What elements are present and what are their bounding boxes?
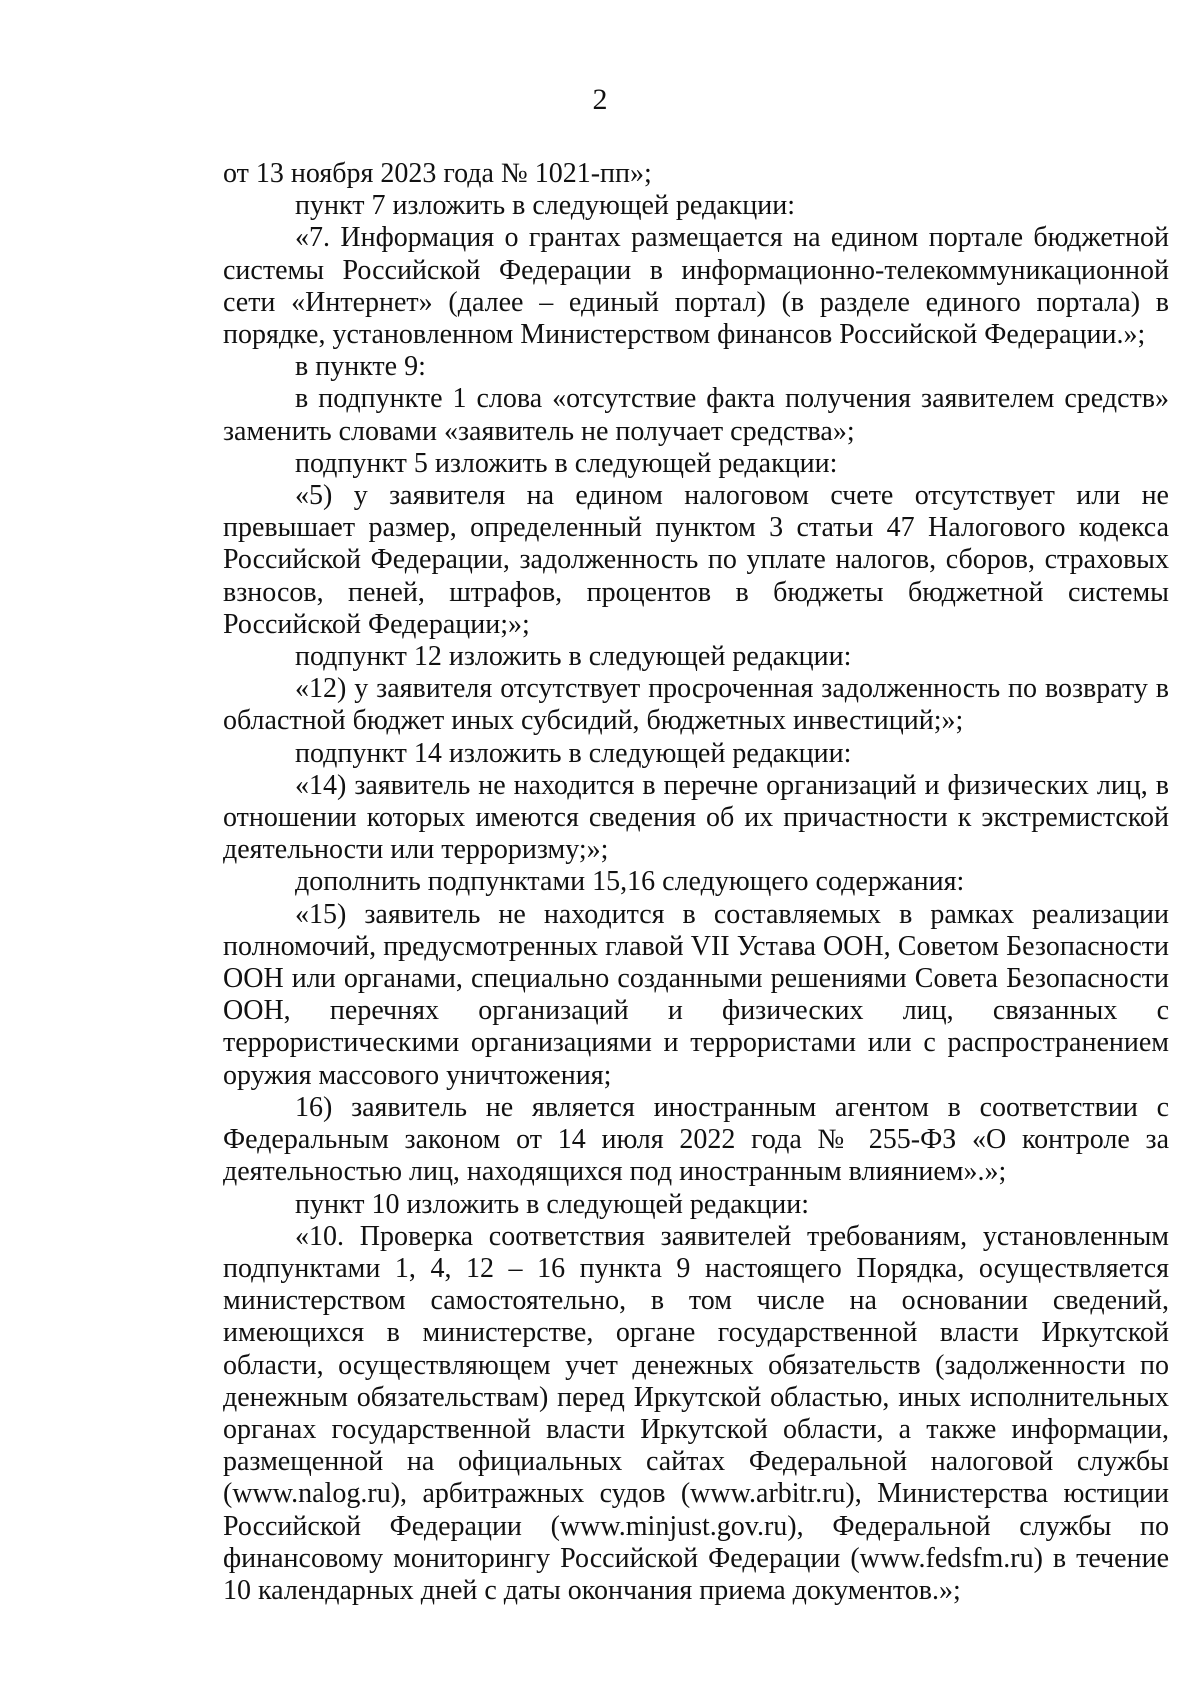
document-body (223, 158, 1169, 1607)
paragraph: подпункт 5 изложить в следующей редакции: (295, 447, 838, 479)
paragraph: дополнить подпунктами 15,16 следующего содержания: (295, 866, 965, 898)
paragraph: «14) заявитель не находится в перечне организаций и физических лиц, в отношении которых имеются сведения об их причастности к экстремистской деятельности или терроризму;»; (223, 769, 1169, 866)
paragraph: подпункт 12 изложить в следующей редакции: (295, 641, 852, 673)
paragraph: в пункте 9: (295, 351, 426, 383)
paragraph: 16) заявитель не является иностранным агентом в соответствии с Федеральным законом от 14 июля 2022 года № 255-ФЗ «О контроле за деятельностью лиц, находящихся под иностранным влиянием».»; (223, 1091, 1169, 1188)
paragraph: «5) у заявителя на едином налоговом счете отсутствует или не превышает размер, определенный пунктом 3 статьи 47 Налогового кодекса Российской Федерации, задолженность по уплате налогов, сборов, страховых взносов, пеней, штрафов, процентов в бюджеты бюджетной системы Российской Федерации;»; (223, 480, 1169, 640)
paragraph: «7. Информация о грантах размещается на едином портале бюджетной системы Российской Федерации в информационно-телекоммуникационной сети «Интернет» (далее – единый портал) (в разделе единого портала) в порядке, установленном Министерством финансов Российской Федерации.»; (223, 222, 1169, 351)
page-number: 2 (592, 83, 608, 116)
paragraph: «10. Проверка соответствия заявителей требованиям, установленным подпунктами 1, 4, 12 – 16 пункта 9 настоящего Порядка, осуществляется министерством самостоятельно, в том числе на основании сведений, имеющихся в министерстве, органе государственной власти Иркутской области, осуществляющем учет денежных обязательств (задолженности по денежным обязательствам) перед Иркутской областью, иных исполнительных органах государственной власти Иркутской области, а также информации, размещенной на официальных сайтах Федеральной налоговой службы (www.nalog.ru), арбитражных судов (www.arbitr.ru), Министерства юстиции Российской Федерации (www.minjust.gov.ru), Федеральной службы по финансовому мониторингу Российской Федерации (www.fedsfm.ru) в течение 10 календарных дней с даты окончания приема документов.»; (223, 1220, 1169, 1606)
paragraph: пункт 10 изложить в следующей редакции: (295, 1188, 809, 1220)
paragraph: подпункт 14 изложить в следующей редакции: (295, 737, 852, 769)
paragraph: пункт 7 изложить в следующей редакции: (295, 190, 795, 222)
paragraph: «15) заявитель не находится в составляемых в рамках реализации полномочий, предусмотренных главой VII Устава ООН, Советом Безопасности ООН или органами, специально созданными решениями Совета Безопасности ООН, перечнях организаций и физических лиц, связанных с террористическими организациями и террористами или с распространением оружия массового уничтожения; (223, 898, 1169, 1091)
paragraph: от 13 ноября 2023 года № 1021-пп»; (223, 158, 652, 189)
paragraph: «12) у заявителя отсутствует просроченная задолженность по возврату в областной бюджет иных субсидий, бюджетных инвестиций;»; (223, 673, 1169, 737)
paragraph: в подпункте 1 слова «отсутствие факта получения заявителем средств» заменить словами «заявитель не получает средства»; (223, 383, 1169, 447)
